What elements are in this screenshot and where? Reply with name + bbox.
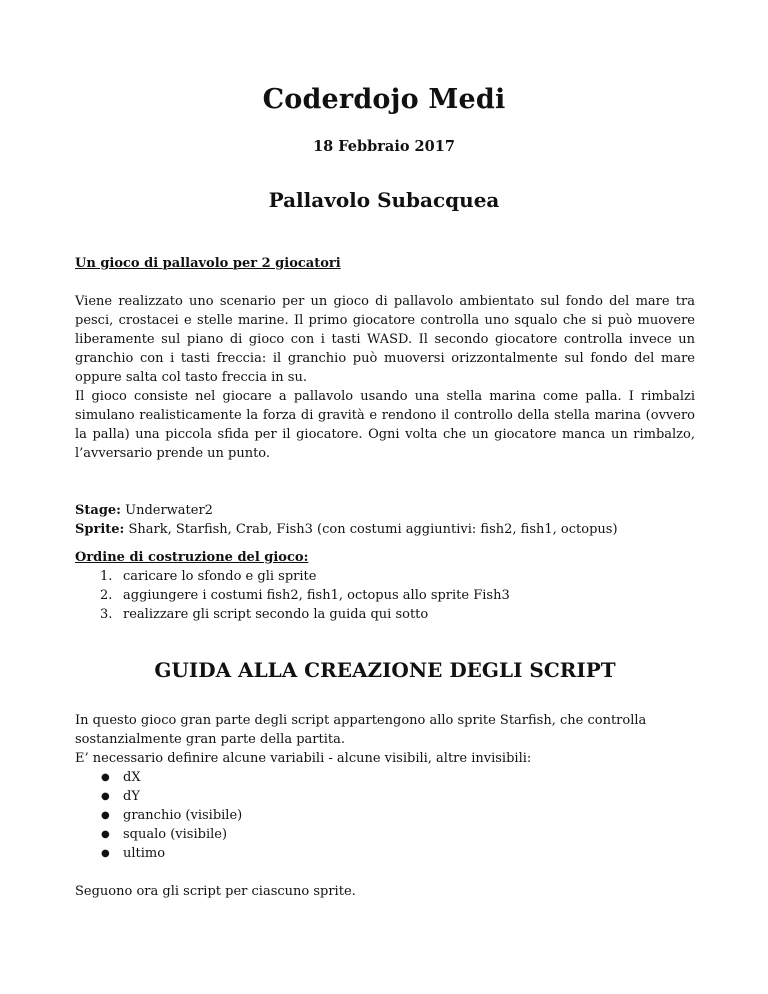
stage-value: Underwater2	[120, 503, 213, 518]
list-item-text: squalo (visibile)	[123, 827, 228, 842]
document-body	[75, 254, 695, 901]
intro-paragraph-1: Viene realizzato uno scenario per un gioco di pallavolo ambientato sul fondo del mare tra pesci, crostacei e stelle marine. Il primo giocatore controlla uno squalo che si può muovere liberamente sul piano di gioco con i tasti WASD. Il secondo giocatore controlla invece un granchio con i tasti freccia: il granchio può muoversi orizzontalmente sul fondo del mare oppure salta col tasto freccia in su.	[75, 294, 695, 385]
list-item	[75, 567, 695, 586]
sprite-label: Sprite:	[75, 522, 125, 537]
intro-heading: Un gioco di pallavolo per 2 giocatori	[75, 256, 341, 271]
list-item	[75, 787, 695, 806]
bullet-icon: ●	[101, 829, 110, 840]
bullet-icon: ●	[101, 848, 110, 859]
list-item-text: caricare lo sfondo e gli sprite	[123, 569, 317, 584]
stage-label: Stage:	[75, 503, 121, 518]
guide-paragraph-1: In questo gioco gran parte degli script appartengono allo sprite Starfish, che controlla sostanzialmente gran parte della partita.	[75, 713, 647, 747]
list-item	[75, 605, 695, 624]
stage-line	[75, 501, 695, 520]
list-item-number: 3.	[100, 607, 113, 622]
build-order-list	[75, 567, 695, 624]
bullet-icon: ●	[101, 772, 110, 783]
list-item-text: ultimo	[123, 846, 166, 861]
sprite-line	[75, 520, 695, 539]
build-order-heading: Ordine di costruzione del gioco:	[75, 550, 309, 565]
document-title: Coderdojo Medi	[262, 84, 506, 115]
list-item	[75, 844, 695, 863]
variables-list	[75, 768, 695, 863]
bullet-icon: ●	[101, 810, 110, 821]
guide-paragraph-2: E’ necessario definire alcune variabili - alcune visibili, altre invisibili:	[75, 751, 532, 766]
list-item-text: granchio (visibile)	[123, 808, 243, 823]
bullet-icon: ●	[101, 791, 110, 802]
spacer	[75, 539, 695, 548]
list-item-text: dY	[123, 789, 140, 804]
list-item-number: 2.	[100, 588, 113, 603]
intro-paragraph-2: Il gioco consiste nel giocare a pallavolo usando una stella marina come palla. I rimbalzi simulano realisticamente la forza di gravità e rendono il controllo della stella marina (ovvero la palla) una piccola sfida per il giocatore. Ogni volta che un giocatore manca un rimbalzo, l’avversario prende un punto.	[75, 389, 695, 461]
spacer	[75, 624, 695, 658]
list-item-text: dX	[123, 770, 141, 785]
list-item	[75, 806, 695, 825]
spacer	[75, 682, 695, 711]
guide-closing: Seguono ora gli script per ciascuno sprite.	[75, 884, 356, 899]
spacer	[75, 463, 695, 501]
list-item-text: realizzare gli script secondo la guida qui sotto	[123, 607, 429, 622]
list-item	[75, 825, 695, 844]
spacer	[75, 863, 695, 882]
sprite-value: Shark, Starfish, Crab, Fish3 (con costumi aggiuntivi: fish2, fish1, octopus)	[124, 522, 618, 537]
list-item	[75, 586, 695, 605]
list-item-text: aggiungere i costumi fish2, fish1, octopus allo sprite Fish3	[123, 588, 510, 603]
document-date: 18 Febbraio 2017	[313, 138, 455, 155]
document-subtitle: Pallavolo Subacquea	[268, 188, 500, 212]
guide-title: GUIDA ALLA CREAZIONE DEGLI SCRIPT	[154, 658, 616, 682]
list-item	[75, 768, 695, 787]
list-item-number: 1.	[100, 569, 113, 584]
